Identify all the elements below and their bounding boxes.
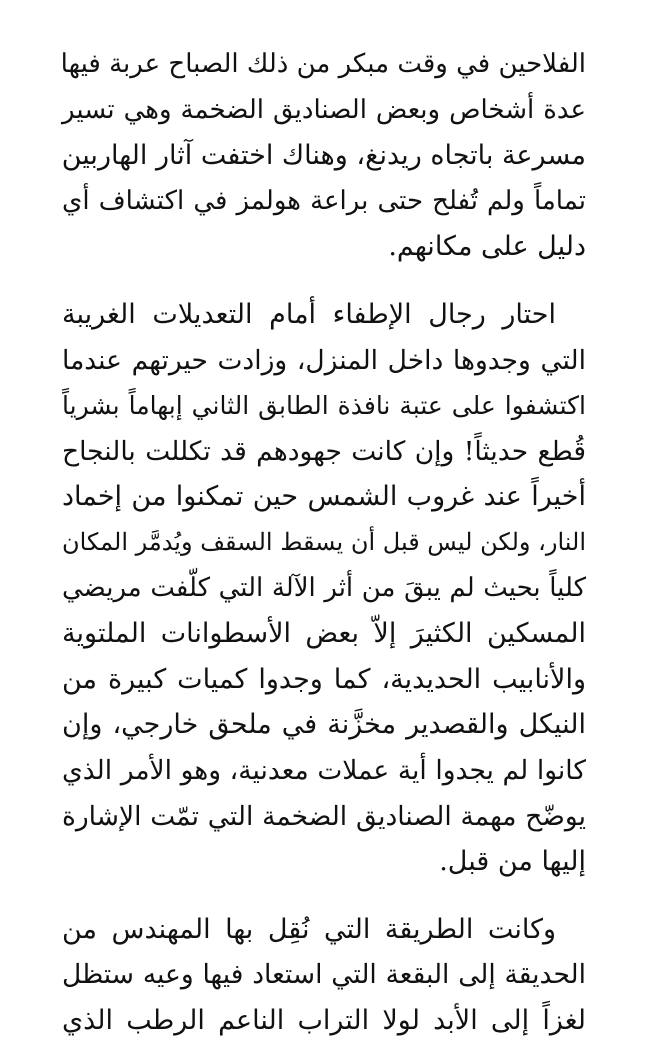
text-line: قُطع حديثاً! وإن كانت جهودهم قد تكللت بالنجاح xyxy=(62,435,586,467)
text-line: تماماً ولم تُفلح حتى براعة هولمز في اكتشاف أي xyxy=(62,185,586,216)
text-line: وكانت الطريقة التي نُقِل بها المهندس من xyxy=(62,913,556,945)
text-line: اكتشفوا على عتبة نافذة الطابق الثاني إبهاماً بشرياً xyxy=(62,391,586,421)
text-line: كلياً بحيث لم يبقَ من أثر الآلة التي كلّفت مريضي xyxy=(62,572,587,603)
paragraph-2 xyxy=(62,292,586,885)
text-line: النيكل والقصدير مخزَّنة في ملحق خارجي، وإن xyxy=(62,709,586,741)
paragraph-1 xyxy=(62,42,586,270)
text-line: دليل على مكانهم. xyxy=(388,231,586,263)
text-line: احتار رجال الإطفاء أمام التعديلات الغريبة xyxy=(62,298,556,330)
text-line: أخيراً عند غروب الشمس حين تمكنوا من إخماد xyxy=(62,481,586,513)
text-line: التي وجدوها داخل المنزل، وزادت حيرتهم عندما xyxy=(62,344,586,376)
text-line: المسكين الكثيرَ إلاّ بعض الأسطوانات الملتوية xyxy=(62,618,586,650)
text-line: مسرعة باتجاه ريدنغ، وهناك اختفت آثار الهاربين xyxy=(61,140,586,172)
text-line: عدة أشخاص وبعض الصناديق الضخمة وهي تسير xyxy=(62,94,586,125)
text-line: الحديقة إلى البقعة التي استعاد فيها وعيه ستظل xyxy=(62,959,586,991)
paragraph-3 xyxy=(62,907,586,1043)
text-line: الفلاحين في وقت مبكر من ذلك الصباح عربة فيها xyxy=(60,49,586,79)
text-line: كانوا لم يجدوا أية عملات معدنية، وهو الأمر الذي xyxy=(62,754,586,786)
text-line: والأنابيب الحديدية، كما وجدوا كميات كبيرة من xyxy=(62,663,586,695)
text-line: لغزاً إلى الأبد لولا التراب الناعم الرطب الذي xyxy=(62,1004,586,1036)
text-line: يوضّح مهمة الصناديق الضخمة التي تمّت الإشارة xyxy=(62,800,586,832)
text-line: النار، ولكن ليس قبل أن يسقط السقف ويُدمَّر المكان xyxy=(61,527,586,556)
text-line: إليها من قبل. xyxy=(439,846,586,878)
